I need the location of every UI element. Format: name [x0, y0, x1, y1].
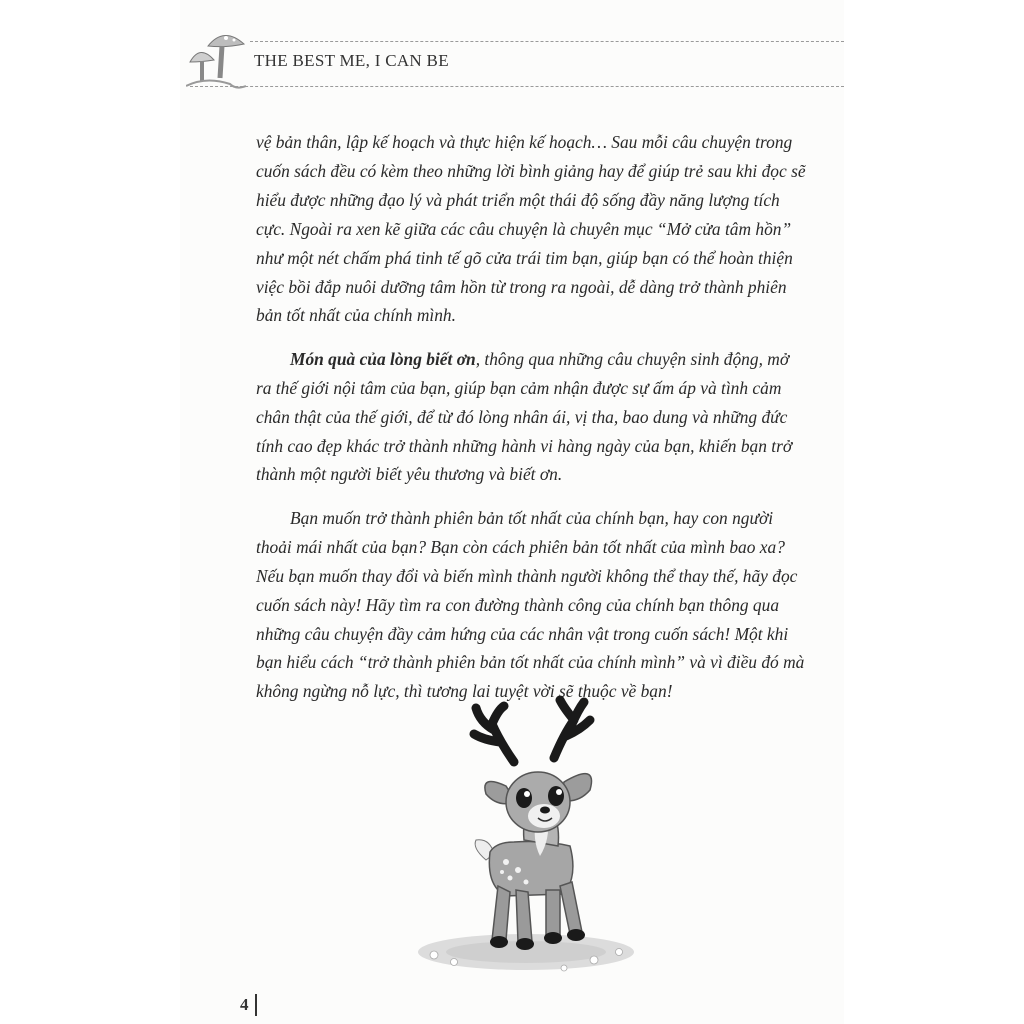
- text-line: Nếu bạn muốn thay đổi và biến mình thành người không thể thay thế, hãy đọc: [256, 565, 798, 586]
- page-number-divider: [255, 994, 257, 1016]
- text-line: việc bồi đắp nuôi dưỡng tâm hồn từ trong ra ngoài, dễ dàng trở thành phiên: [256, 276, 787, 297]
- paragraph-3: [256, 504, 832, 706]
- text-line: cuốn sách này! Hãy tìm ra con đường thành công của chính bạn thông qua: [256, 594, 780, 615]
- text-line: [256, 345, 832, 374]
- text-line: thành một người biết yêu thương và biết ơn.: [256, 464, 563, 485]
- paragraph-2: [256, 345, 832, 490]
- text-line: vệ bản thân, lập kế hoạch và thực hiện kế hoạch… Sau mỗi câu chuyện trong: [256, 132, 793, 152]
- text-line: bản tốt nhất của chính mình.: [256, 305, 456, 326]
- text-line: chân thật của thế giới, để từ đó lòng nhân ái, vị tha, bao dung và những đức: [256, 406, 788, 427]
- text-line: tính cao đẹp khác trở thành những hành vi hàng ngày của bạn, khiến bạn trở: [256, 435, 793, 456]
- paragraph-1: [256, 128, 832, 330]
- text-fragment: , thông qua những câu chuyện sinh động, mở: [475, 348, 790, 369]
- text-line: cực. Ngoài ra xen kẽ giữa các câu chuyện là chuyên mục “Mở cửa tâm hồn”: [256, 218, 792, 239]
- text-line: ra thế giới nội tâm của bạn, giúp bạn cảm nhận được sự ấm áp và tình cảm: [256, 377, 782, 398]
- text-line: Bạn muốn trở thành phiên bản tốt nhất của chính bạn, hay con người: [290, 507, 774, 528]
- text-line: cuốn sách đều có kèm theo những lời bình giảng hay để giúp trẻ sau khi đọc sẽ: [256, 160, 806, 181]
- text-line: những câu chuyện đầy cảm hứng của các nhân vật trong cuốn sách! Một khi: [256, 623, 789, 644]
- deer-icon: [414, 690, 644, 980]
- text-line: hiểu được những đạo lý và phát triển một thái độ sống đầy năng lượng tích: [256, 189, 780, 210]
- page-number: 4: [240, 995, 249, 1014]
- text-line: không ngừng nỗ lực, thì tương lai tuyệt vời sẽ thuộc về bạn!: [256, 681, 673, 702]
- body-text: [256, 128, 832, 721]
- page-title: THE BEST ME, I CAN BE: [254, 51, 449, 70]
- text-line: thoải mái nhất của bạn? Bạn còn cách phiên bản tốt nhất của mình bao xa?: [256, 536, 785, 557]
- page-header: [180, 22, 844, 102]
- text-line: bạn hiểu cách “trở thành phiên bản tốt nhất của chính mình” và vì điều đó mà: [256, 652, 805, 673]
- text-line: như một nét chấm phá tinh tế gõ cửa trái tim bạn, giúp bạn có thể hoàn thiện: [256, 247, 793, 268]
- book-title-emphasis: Món quà của lòng biết ơn: [290, 348, 476, 369]
